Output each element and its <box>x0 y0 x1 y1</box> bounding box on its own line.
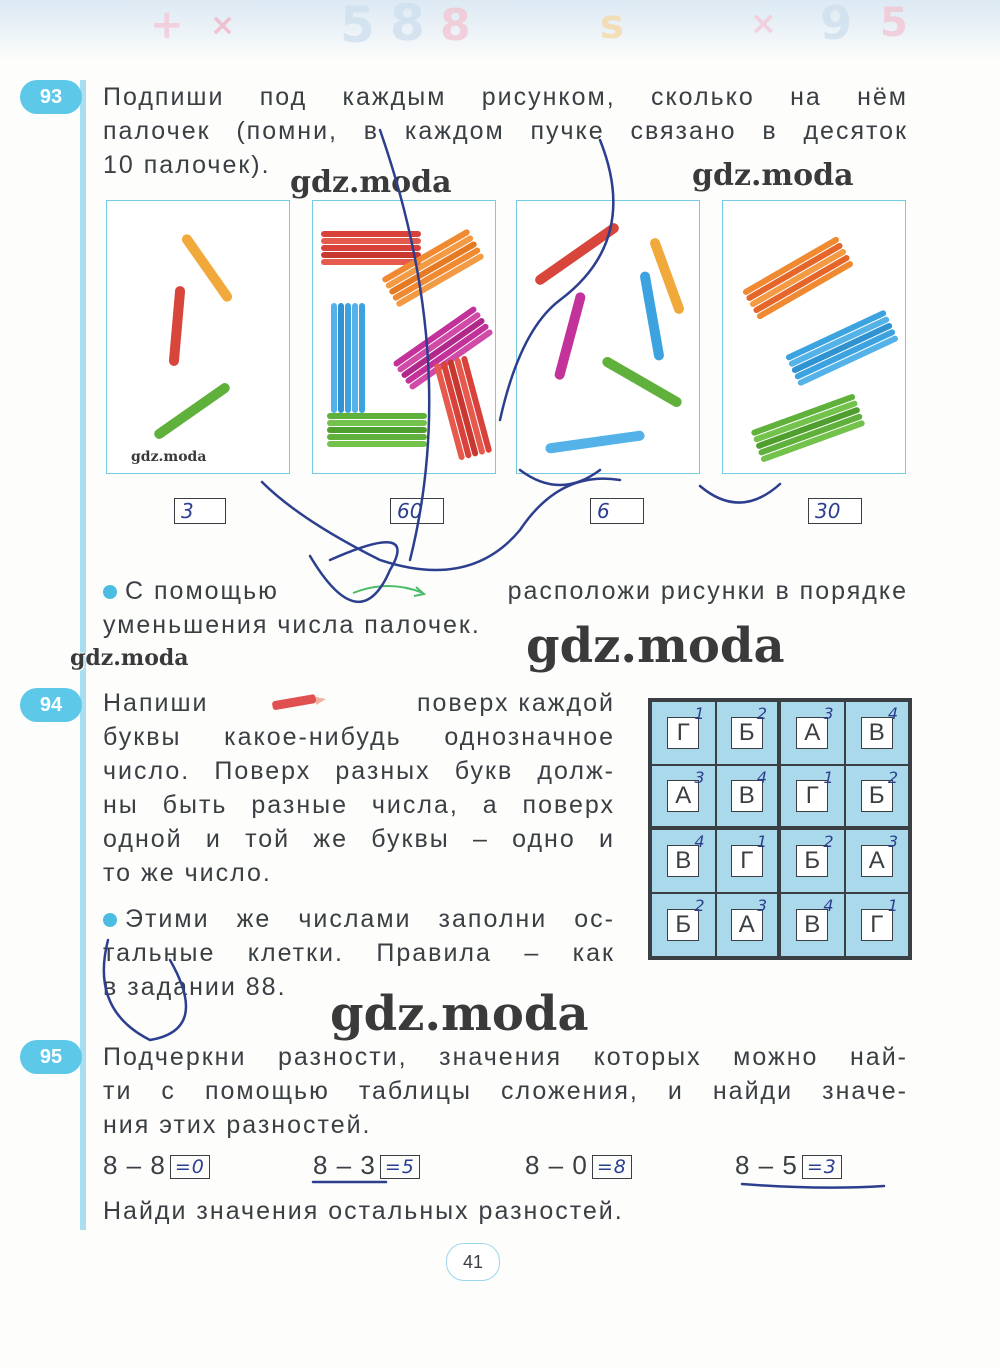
scribble-stroke <box>700 484 780 503</box>
green-bundle <box>751 393 866 463</box>
stick <box>545 430 645 454</box>
grid-cell[interactable] <box>716 765 781 829</box>
watermark: gdz.moda <box>330 986 589 1042</box>
decorative-header-band: + × 5 8 8 s × 9 5 <box>0 0 1000 60</box>
grid-cell[interactable] <box>780 701 845 765</box>
grid-cell[interactable] <box>845 701 910 765</box>
task95-line: Подчеркни разности, значения которых можно най- <box>103 1043 908 1071</box>
grid-number: 2 <box>823 832 834 851</box>
expression-answer[interactable]: =0 <box>170 1155 210 1179</box>
grid-cell[interactable] <box>845 893 910 957</box>
red-bundle <box>321 231 421 265</box>
answer-box[interactable]: 30 <box>808 498 862 524</box>
task94-line: то же число. <box>103 859 272 887</box>
task-number-badge: 94 <box>20 688 82 722</box>
grid-cell[interactable] <box>845 829 910 893</box>
grid-cell[interactable] <box>651 765 716 829</box>
stick <box>169 286 186 367</box>
expression-text: 8 – 5 <box>735 1150 798 1180</box>
grid-letter: В <box>861 717 893 749</box>
grid-cell[interactable] <box>651 701 716 765</box>
bullet-text: расположи рисунки в порядке <box>507 577 908 605</box>
grid-letter: В <box>796 909 828 941</box>
grid-letter: А <box>731 909 763 941</box>
task94-bullet-line: в задании 88. <box>103 973 287 1001</box>
stick <box>180 232 234 303</box>
blue-bundle <box>331 303 365 413</box>
grid-letter: А <box>796 717 828 749</box>
task94-bullet-line: Этими же числами заполни ос- <box>125 905 615 933</box>
stick <box>533 221 621 287</box>
task94-text <box>103 686 615 1004</box>
difference-expression <box>735 1150 842 1181</box>
grid-cell[interactable] <box>845 765 910 829</box>
expression-answer[interactable]: =5 <box>380 1155 420 1179</box>
expression-answer[interactable]: =3 <box>802 1155 842 1179</box>
grid-cell[interactable] <box>716 893 781 957</box>
orange-bundle <box>742 236 854 320</box>
answer-box[interactable]: 6 <box>590 498 644 524</box>
grid-number: 3 <box>823 704 834 723</box>
grid-letter: Б <box>861 780 893 812</box>
task94-line: буквы какое-нибудь однозначное <box>103 723 615 751</box>
grid-number: 4 <box>823 896 834 915</box>
task-number-badge: 93 <box>20 80 82 114</box>
task95-final: Найди значения остальных разностей. <box>103 1197 624 1225</box>
grid-letter: Б <box>667 909 699 941</box>
grid-number: 3 <box>694 768 705 787</box>
grid-letter: Б <box>796 845 828 877</box>
green-bundle <box>327 413 427 447</box>
grid-number: 3 <box>887 832 898 851</box>
watermark: gdz.moda <box>70 645 189 671</box>
arrow-icon <box>348 574 438 608</box>
grid-cell[interactable] <box>780 829 845 893</box>
expression-text: 8 – 3 <box>313 1150 376 1180</box>
bullet-icon <box>103 585 117 599</box>
grid-cell[interactable] <box>651 893 716 957</box>
bullet-text: С помощью <box>125 577 279 605</box>
answer-box[interactable]: 3 <box>174 498 226 524</box>
grid-number: 2 <box>694 896 705 915</box>
difference-expression <box>525 1150 632 1181</box>
task95-text <box>103 1040 908 1142</box>
letter-grid <box>648 698 912 960</box>
grid-number: 4 <box>887 704 898 723</box>
watermark: gdz.moda <box>290 165 452 200</box>
expression-answer[interactable]: =8 <box>592 1155 632 1179</box>
task93-bullet <box>103 574 908 642</box>
grid-number: 2 <box>887 768 898 787</box>
bullet-icon <box>103 913 117 927</box>
task94-line: поверх каждой <box>416 689 615 717</box>
grid-letter: А <box>667 780 699 812</box>
grid-letter: Г <box>796 780 828 812</box>
sticks-picture-1 <box>106 200 290 474</box>
task94-line: одной и той же буквы – одно и <box>103 825 615 853</box>
task94-line: ны быть разные числа, а поверх <box>103 791 615 819</box>
task-number-badge: 95 <box>20 1040 82 1074</box>
watermark: gdz.moda <box>131 449 207 465</box>
grid-letter: В <box>731 780 763 812</box>
task93-line: палочек (помни, в каждом пучке связано в десяток <box>103 117 908 145</box>
scribble-stroke <box>742 1184 884 1188</box>
task94-bullet-line: тальные клетки. Правила – как <box>103 939 615 967</box>
grid-number: 4 <box>756 768 767 787</box>
grid-letter: Г <box>861 909 893 941</box>
bullet-text: уменьшения числа палочек. <box>103 611 481 639</box>
grid-number: 2 <box>756 704 767 723</box>
pencil-icon <box>268 686 358 720</box>
grid-cell[interactable] <box>716 829 781 893</box>
grid-number: 1 <box>694 704 705 723</box>
page-number: 41 <box>446 1243 500 1281</box>
sticks-picture-4 <box>722 200 906 474</box>
stick <box>601 355 684 409</box>
grid-letter: Б <box>731 717 763 749</box>
task94-line: Напиши <box>103 689 209 717</box>
stick <box>152 381 231 441</box>
task95-line: ния этих разностей. <box>103 1111 372 1139</box>
grid-number: 1 <box>887 896 898 915</box>
watermark: gdz.moda <box>526 618 785 674</box>
answer-box[interactable]: 60 <box>390 498 444 524</box>
grid-cell[interactable] <box>780 765 845 829</box>
grid-number: 1 <box>756 832 767 851</box>
sticks-picture-2 <box>312 200 496 474</box>
task95-line: ти с помощью таблицы сложения, и найди значе- <box>103 1077 908 1105</box>
difference-expression <box>313 1150 420 1181</box>
stick <box>554 291 587 381</box>
expression-text: 8 – 0 <box>525 1150 588 1180</box>
difference-expression <box>103 1150 210 1181</box>
grid-number: 4 <box>694 832 705 851</box>
grid-letter: А <box>861 845 893 877</box>
watermark: gdz.moda <box>692 158 854 193</box>
grid-letter: Г <box>667 717 699 749</box>
task93-line: Подпиши под каждым рисунком, сколько на нём <box>103 83 908 111</box>
sticks-picture-3 <box>516 200 700 474</box>
grid-letter: Г <box>731 845 763 877</box>
expression-text: 8 – 8 <box>103 1150 166 1180</box>
grid-cell[interactable] <box>780 893 845 957</box>
grid-cell[interactable] <box>716 701 781 765</box>
scribble-stroke <box>262 479 620 570</box>
grid-cell[interactable] <box>651 829 716 893</box>
grid-number: 1 <box>823 768 834 787</box>
task93-line: 10 палочек). <box>103 151 271 179</box>
red-bundle-2 <box>434 355 493 460</box>
stick <box>639 271 664 361</box>
blue-bundle <box>785 309 899 386</box>
task94-line: число. Поверх разных букв долж- <box>103 757 615 785</box>
grid-letter: В <box>667 845 699 877</box>
grid-number: 3 <box>756 896 767 915</box>
